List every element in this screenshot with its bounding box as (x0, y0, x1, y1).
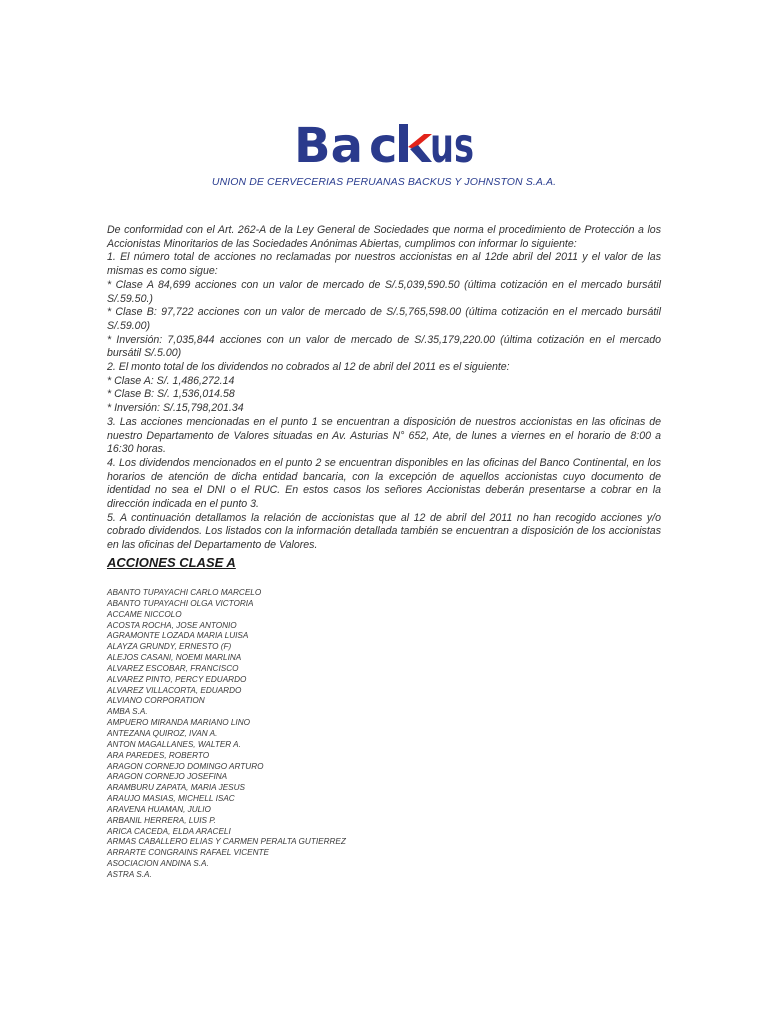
list-item: ACCAME NICCOLO (107, 609, 182, 619)
list-item: ABANTO TUPAYACHI OLGA VICTORIA (107, 598, 254, 608)
list-item: ASTRA S.A. (107, 869, 152, 879)
point-1-class-b: * Clase B: 97,722 acciones con un valor de mercado de S/.5,765,598.00 (última cotización en el mercado bursátil S/.59.00) (107, 306, 661, 332)
company-subtitle: UNION DE CERVECERIAS PERUANAS BACKUS Y JOHNSTON S.A.A. (211, 176, 557, 188)
list-item: ALAYZA GRUNDY, ERNESTO (F) (107, 642, 232, 652)
point-2: 2. El monto total de los dividendos no cobrados al 12 de abril del 2011 es el siguiente: (107, 361, 510, 374)
list-item: ARAGON CORNEJO JOSEFINA (107, 772, 228, 782)
list-item: ANTEZANA QUIROZ, IVAN A. (107, 728, 218, 738)
list-item: ARMAS CABALLERO ELIAS Y CARMEN PERALTA GUTIERREZ (107, 837, 346, 847)
point-2-class-b: * Clase B: S/. 1,536,014.58 (107, 388, 235, 401)
backus-logo (294, 118, 474, 174)
list-item: ALVAREZ VILLACORTA, EDUARDO (107, 685, 242, 695)
list-item: ABANTO TUPAYACHI CARLO MARCELO (107, 588, 262, 597)
list-item: ALEJOS CASANI, NOEMI MARLINA (107, 653, 242, 663)
list-item: ARICA CACEDA, ELDA ARACELI (107, 826, 231, 836)
svg-text:c: c (369, 118, 398, 174)
list-item: ARAUJO MASIAS, MICHELL ISAC (107, 794, 235, 804)
list-item: ARRARTE CONGRAINS RAFAEL VICENTE (107, 848, 269, 858)
point-2-class-a: * Clase A: S/. 1,486,272.14 (107, 374, 235, 387)
list-item: AMPUERO MIRANDA MARIANO LINO (107, 718, 250, 728)
point-5: 5. A continuación detallamos la relación de accionistas que al 12 de abril del 2011 no han recogido acciones y/o cobrado dividendos. Los listados con la información detallada también se encuentran a disposición de los accionistas en las oficinas del Departamento de Valores. (107, 511, 661, 552)
list-item: ARBANIL HERRERA, LUIS P. (107, 815, 216, 825)
list-item: AGRAMONTE LOZADA MARIA LUISA (107, 631, 249, 641)
svg-text:us: us (430, 118, 474, 174)
list-item: AMBA S.A. (107, 707, 148, 717)
list-item: ARAGON CORNEJO DOMINGO ARTURO (107, 761, 264, 771)
list-item: ALVIANO CORPORATION (107, 696, 205, 706)
list-item: ARAMBURU ZAPATA, MARIA JESUS (107, 783, 245, 793)
point-1-class-a: * Clase A 84,699 acciones con un valor de mercado de S/.5,039,590.50 (última cotización en el mercado bursátil S/.59.50.) (107, 278, 661, 305)
list-item: ACOSTA ROCHA, JOSE ANTONIO (107, 620, 237, 630)
list-item: ALVAREZ ESCOBAR, FRANCISCO (107, 663, 239, 673)
point-1: 1. El número total de acciones no reclamadas por nuestros accionistas en al 12de abril del 2011 y el valor de las mismas es como sigue: (107, 251, 661, 278)
intro-paragraph: De conformidad con el Art. 262-A de la Ley General de Sociedades que norma el procedimiento de Protección a los Accionistas Minoritarios de las Sociedades Anónimas Abiertas, cumplimos con informar lo siguiente: (107, 224, 661, 250)
point-1-inversion: * Inversión: 7,035,844 acciones con un valor de mercado de S/.35,179,220.00 (última cotización en el mercado bursátil S/.5.00) (107, 333, 661, 360)
list-item: ASOCIACION ANDINA S.A. (107, 859, 209, 869)
svg-text:Ba: Ba (294, 118, 363, 174)
list-item: ALVAREZ PINTO, PERCY EDUARDO (107, 674, 247, 684)
list-item: ANTON MAGALLANES, WALTER A. (107, 739, 241, 749)
point-3: 3. Las acciones mencionadas en el punto 1 se encuentran a disposición de nuestros accionistas en las oficinas de nuestro Departamento de Valores situadas en Av. Asturias N° 652, Ate, de lunes a viernes en el horario de 8:00 a 16:30 horas. (107, 415, 661, 456)
section-title: ACCIONES CLASE A (107, 555, 236, 570)
brand-logo-area (0, 120, 768, 174)
shareholder-list (107, 588, 507, 881)
notice-body (107, 224, 661, 553)
list-item: ARAVENA HUAMAN, JULIO (107, 804, 211, 814)
list-item: ARA PAREDES, ROBERTO (107, 750, 210, 760)
point-4: 4. Los dividendos mencionados en el punto 2 se encuentran disponibles en las oficinas del Banco Continental, en los horarios de atención de dicha entidad bancaria, con la excepción de aquellos accionistas cuyo documento de identidad no sea el DNI o el RUC. En estos casos los señores Accionistas deberán presentarse a cobrar en la dirección indicada en el punto 3. (107, 456, 661, 511)
point-2-inversion: * Inversión: S/.15,798,201.34 (107, 402, 244, 415)
